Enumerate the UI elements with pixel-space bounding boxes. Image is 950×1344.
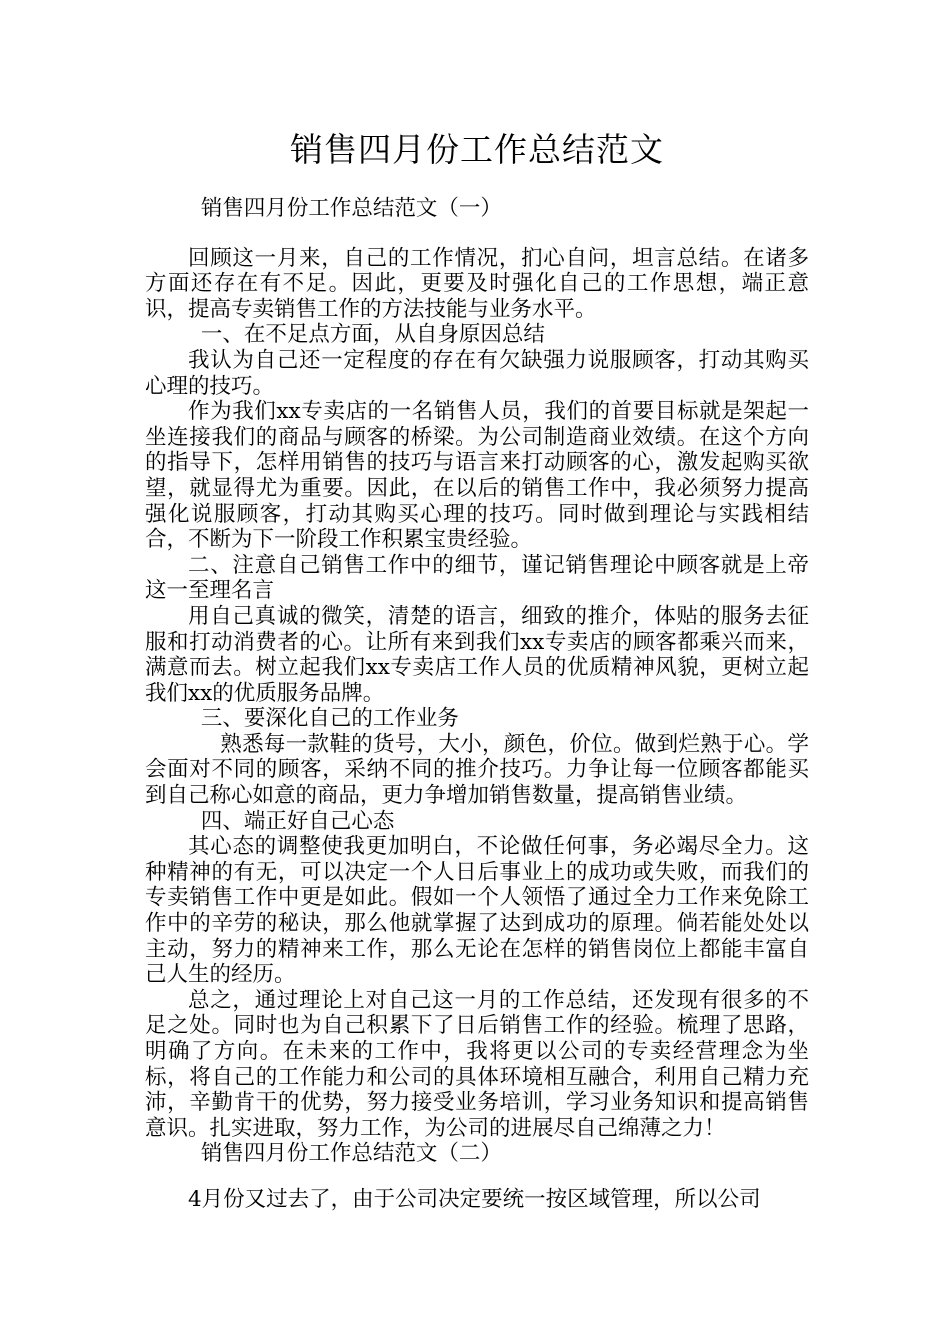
paragraph: 用自己真诚的微笑，清楚的语言，细致的推介，体贴的服务去征服和打动消费者的心。让所有来到我们xx专卖店的顾客都乘兴而来，满意而去。树立起我们xx专卖店工作人员的优质精神风貌，更树立起我们xx的优质服务品牌。	[145, 603, 809, 706]
paragraph: 回顾这一月来，自己的工作情况，扪心自问，坦言总结。在诸多方面还存在有不足。因此，更要及时强化自己的工作思想，端正意识，提高专卖销售工作的方法技能与业务水平。	[145, 245, 809, 322]
paragraph: 4月份又过去了，由于公司决定要统一按区域管理，所以公司	[188, 1186, 761, 1212]
paragraph: 熟悉每一款鞋的货号，大小，颜色，价位。做到烂熟于心。学会面对不同的顾客，采纳不同的推介技巧。力争让每一位顾客都能买到自己称心如意的商品，更力争增加销售数量，提高销售业绩。	[145, 731, 809, 809]
paragraph: 总之，通过理论上对自己这一月的工作总结，还发现有很多的不足之处。同时也为自己积累下了日后销售工作的经验。梳理了思路，明确了方向。在未来的工作中，我将更以公司的专卖经营理念为坐标，将自己的工作能力和公司的具体环境相互融合，利用自己精力充沛，辛勤肯干的优势，努力接受业务培训，学习业务知识和提高销售意识。扎实进取，努力工作，为公司的进展尽自己绵薄之力！	[145, 987, 809, 1141]
paragraph: 二、注意自己销售工作中的细节，谨记销售理论中顾客就是上帝这一至理名言	[145, 552, 809, 604]
section-heading: 四、端正好自己心态	[200, 808, 395, 834]
section-heading: 一、在不足点方面，从自身原因总结	[200, 322, 545, 348]
document-page	[145, 128, 809, 1213]
section-heading: 三、要深化自己的工作业务	[200, 706, 459, 732]
section-subtitle: 销售四月份工作总结范文（一）	[200, 196, 502, 221]
spacer	[145, 1167, 809, 1187]
spacer	[145, 222, 809, 246]
paragraph: 其心态的调整使我更加明白，不论做任何事，务必竭尽全力。这种精神的有无，可以决定一个人日后事业上的成功或失败，而我们的专卖销售工作中更是如此。假如一个人领悟了通过全力工作来免除工作中的辛劳的秘诀，那么他就掌握了达到成功的原理。倘若能处处以主动，努力的精神来工作，那么无论在怎样的销售岗位上都能丰富自己人生的经历。	[145, 834, 809, 988]
paragraph: 我认为自己还一定程度的存在有欠缺强力说服顾客，打动其购买心理的技巧。	[145, 347, 809, 399]
paragraph: 作为我们xx专卖店的一名销售人员，我们的首要目标就是架起一坐连接我们的商品与顾客的桥梁。为公司制造商业效绩。在这个方向的指导下，怎样用销售的技巧与语言来打动顾客的心，激发起购买欲望，就显得尤为重要。因此，在以后的销售工作中，我必须努力提高强化说服顾客，打动其购买心理的技巧。同时做到理论与实践相结合，不断为下一阶段工作积累宝贵经验。	[145, 399, 809, 553]
document-title: 销售四月份工作总结范文	[290, 130, 664, 169]
section-subtitle: 销售四月份工作总结范文（二）	[200, 1141, 502, 1167]
